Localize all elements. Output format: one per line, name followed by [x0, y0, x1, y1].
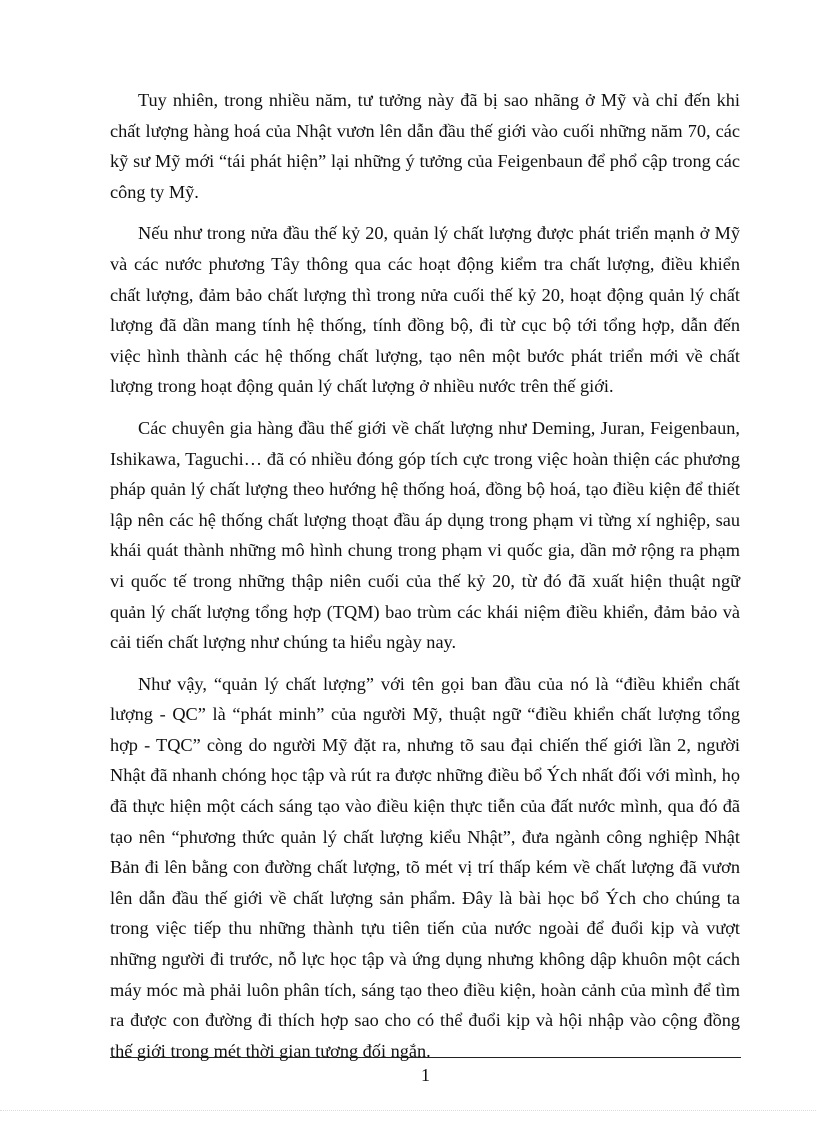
paragraph-1: Tuy nhiên, trong nhiều năm, tư tưởng này đã bị sao nhãng ở Mỹ và chỉ đến khi chất lượng hàng hoá của Nhật vươn lên dẫn đầu thế giới vào cuối những năm 70, các kỹ sư Mỹ mới “tái phát hiện” lại những ý tưởng của Feigenbaun để phổ cập trong các công ty Mỹ. — [110, 90, 740, 202]
body-text — [110, 85, 740, 1077]
paragraph-3: Các chuyên gia hàng đầu thế giới về chất lượng như Deming, Juran, Feigenbaun, Ishikawa, Taguchi… đã có nhiều đóng góp tích cực trong việc hoàn thiện các phương pháp quản lý chất lượng theo hướng hệ thống hoá, đồng bộ hoá, tạo điều kiện để thiết lập nên các hệ thống chất lượng thoạt đầu áp dụng trong phạm vi từng xí nghiệp, sau khái quát thành những mô hình chung trong phạm vi quốc gia, dần mở rộng ra phạm vi quốc tế trong những thập niên cuối của thế kỷ 20, từ đó đã xuất hiện thuật ngữ quản lý chất lượng tổng hợp (TQM) bao trùm các khái niệm điều khiển, đảm bảo và cải tiến chất lượng như chúng ta hiểu ngày nay. — [110, 417, 740, 653]
page-bottom-border — [0, 1110, 816, 1111]
paragraph-4: Như vậy, “quản lý chất lượng” với tên gọi ban đầu của nó là “điều khiển chất lượng - QC” là “phát minh” của người Mỹ, thuật ngữ “điều khiển chất lượng tổng hợp - TQC” còng do người Mỹ đặt ra, nhưng tõ sau đại chiến thế giới lần 2, người Nhật đã nhanh chóng học tập và rút ra được những điều bổ Ých nhất đối với mình, họ đã thực hiện một cách sáng tạo vào điều kiện thực tiễn của đất nước mình, qua đó đã tạo nên “phương thức quản lý chất lượng kiểu Nhật”, đưa ngành công nghiệp Nhật Bản đi lên bằng con đường chất lượng, tõ mét vị trí thấp kém về chất lượng đã vươn lên dẫn đầu thế giới về chất lượng sản phẩm. Đây là bài học bổ Ých cho chúng ta trong việc tiếp thu những thành tựu tiên tiến của nước ngoài để đuổi kịp và vượt những người đi trước, nỗ lực học tập và ứng dụng nhưng không dập khuôn một cách máy móc mà phải luôn phân tích, sáng tạo theo điều kiện, hoàn cảnh của mình để tìm ra được con đường đi thích hợp sao cho có thể đuổi kịp và hội nhập vào cộng đồng thế giới trong mét thời gian tương đối ngắn. — [110, 673, 740, 1061]
paragraph-2: Nếu như trong nửa đầu thế kỷ 20, quản lý chất lượng được phát triển mạnh ở Mỹ và các nước phương Tây thông qua các hoạt động kiểm tra chất lượng, điều khiển chất lượng, đảm bảo chất lượng thì trong nửa cuối thế kỷ 20, hoạt động quản lý chất lượng đã dần mang tính hệ thống, tính đồng bộ, đi từ cục bộ tới tổng hợp, dẫn đến việc hình thành các hệ thống chất lượng, tạo nên một bước phát triển mới về chất lượng trong hoạt động quản lý chất lượng ở nhiều nước trên thế giới. — [110, 223, 740, 397]
footer-divider — [110, 1057, 741, 1058]
page-number: 1 — [421, 1065, 430, 1085]
